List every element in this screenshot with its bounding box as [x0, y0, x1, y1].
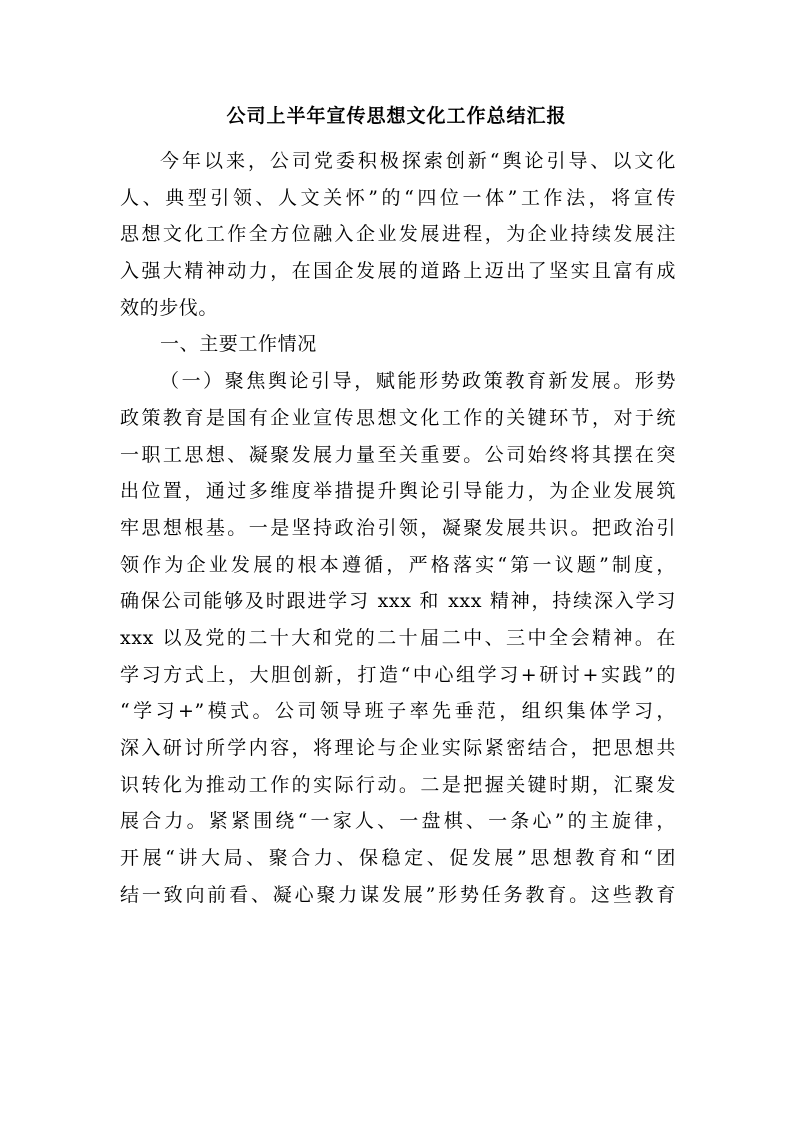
paragraph-line: 识转化为推动工作的实际行动。二是把握关键时期，汇聚发 — [120, 773, 676, 796]
paragraph-line: 开展“讲大局、聚合力、保稳定、促发展”思想教育和“团 — [120, 847, 676, 870]
paragraph-line: 一职工思想、凝聚发展力量至关重要。公司始终将其摆在突 — [120, 443, 676, 466]
paragraph-line: 今年以来，公司党委积极探索创新“舆论引导、以文化 — [160, 150, 676, 172]
paragraph-line: 出位置，通过多维度举措提升舆论引导能力，为企业发展筑 — [120, 480, 676, 503]
paragraph-line: 展合力。紧紧围绕“一家人、一盘棋、一条心”的主旋律， — [120, 810, 676, 833]
paragraph-line: 效的步伐。 — [120, 296, 219, 319]
paragraph-line: 深入研讨所学内容，将理论与企业实际紧密结合，把思想共 — [120, 737, 676, 759]
paragraph-line: xxx 以及党的二十大和党的二十届二中、三中全会精神。在 — [120, 626, 676, 649]
paragraph-line: 领作为企业发展的根本遵循，严格落实“第一议题”制度， — [120, 553, 676, 576]
paragraph-line: 牢思想根基。一是坚持政治引领，凝聚发展共识。把政治引 — [120, 516, 676, 539]
paragraph-line: 人、典型引领、人文关怀”的“四位一体”工作法，将宣传 — [120, 186, 676, 209]
paragraph-line: 确保公司能够及时跟进学习 xxx 和 xxx 精神，持续深入学习 — [120, 590, 676, 613]
paragraph-line: 学习方式上，大胆创新，打造“中心组学习+研讨+实践”的 — [120, 663, 676, 686]
paragraph-line: （一）聚焦舆论引导，赋能形势政策教育新发展。形势 — [160, 370, 676, 393]
paragraph-line: 思想文化工作全方位融入企业发展进程，为企业持续发展注 — [120, 223, 676, 246]
paragraph-line: 政策教育是国有企业宣传思想文化工作的关键环节，对于统 — [120, 406, 676, 429]
document-title: 公司上半年宣传思想文化工作总结汇报 — [226, 105, 567, 127]
paragraph-line: 入强大精神动力，在国企发展的道路上迈出了坚实且富有成 — [120, 260, 676, 283]
paragraph-line: “学习+”模式。公司领导班子率先垂范，组织集体学习， — [120, 700, 676, 723]
document-body — [120, 143, 676, 913]
paragraph-line: 结一致向前看、凝心聚力谋发展”形势任务教育。这些教育 — [120, 883, 676, 906]
section-heading: 一、主要工作情况 — [160, 333, 317, 356]
